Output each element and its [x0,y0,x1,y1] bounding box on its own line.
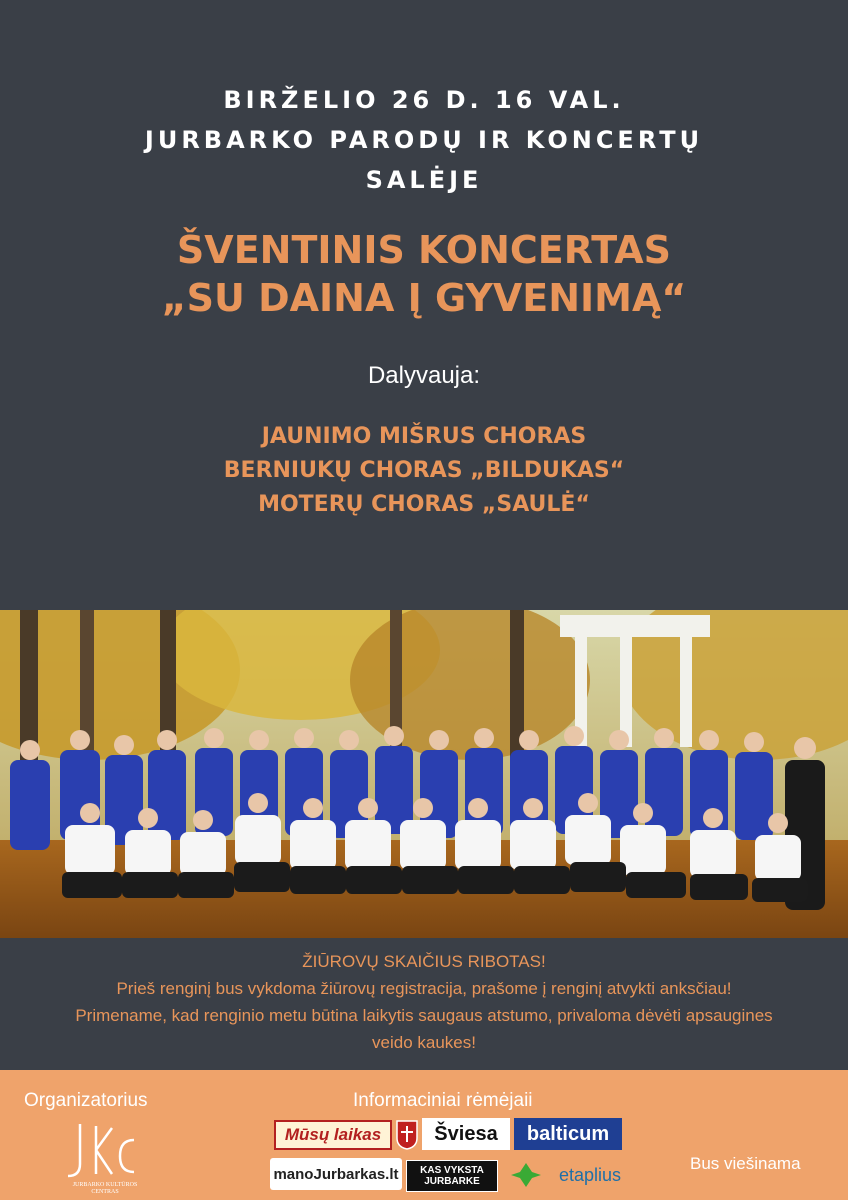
sponsor-balticum-logo: balticum [514,1118,622,1150]
choir-photo [0,610,848,938]
etaplius-plus-icon [508,1160,544,1190]
organizer-logo-text: JURBARKO KULTŪROS [72,1182,138,1188]
sponsor-etaplius-logo: etaplius [558,1164,622,1185]
choir-item: MOTERŲ CHORAS „SAULĖ“ [258,492,590,517]
choir-list [0,420,848,522]
choir-item: BERNIUKŲ CHORAS „BILDUKAS“ [223,458,625,483]
event-date: BIRŽELIO 26 D. 16 VAL. [223,86,625,114]
notice-safety-line2: veido kaukes! [372,1033,476,1052]
notice-safety-line1: Primename, kad renginio metu būtina laikytis saugaus atstumo, privaloma dėvėti apsaugines [75,1006,773,1025]
sponsor-sviesa-logo: Šviesa [422,1118,510,1150]
choir-item: JAUNIMO MIŠRUS CHORAS [261,424,587,449]
participants-label: Dalyvauja: [367,362,481,389]
organizer-label: Organizatorius [24,1090,148,1111]
coat-of-arms-icon [396,1120,418,1150]
notice-registration: Prieš renginį bus vykdoma žiūrovų registracija, prašome į renginį atvykti anksčiau! [116,979,732,998]
sponsor-kas-vyksta-logo [406,1160,498,1192]
notice-block [0,938,848,1070]
publicity-label: Bus viešinama [690,1154,801,1173]
sponsor-musu-laikas-logo: Mūsų laikas [274,1120,392,1150]
sponsor-manojurbarkas-logo: manoJurbarkas.lt [270,1158,402,1190]
notice-limited-seats: ŽIŪROVŲ SKAIČIUS RIBOTAS! [302,952,546,971]
event-venue-line2: SALĖJE [365,166,483,194]
concert-title-line1: ŠVENTINIS KONCERTAS [176,228,672,272]
sponsor-kas-vyksta-line1: KAS VYKSTA [420,1165,484,1176]
jkc-logo [50,1118,160,1196]
organizer-logo-text: CENTRAS [91,1189,119,1195]
sponsor-kas-vyksta-line2: JURBARKE [424,1176,480,1187]
info-sponsors-label: Informaciniai rėmėjaii [353,1090,533,1111]
concert-title-line2: „SU DAINA Į GYVENIMĄ“ [161,276,687,320]
event-venue-line1: JURBARKO PARODŲ IR KONCERTŲ [144,126,704,154]
